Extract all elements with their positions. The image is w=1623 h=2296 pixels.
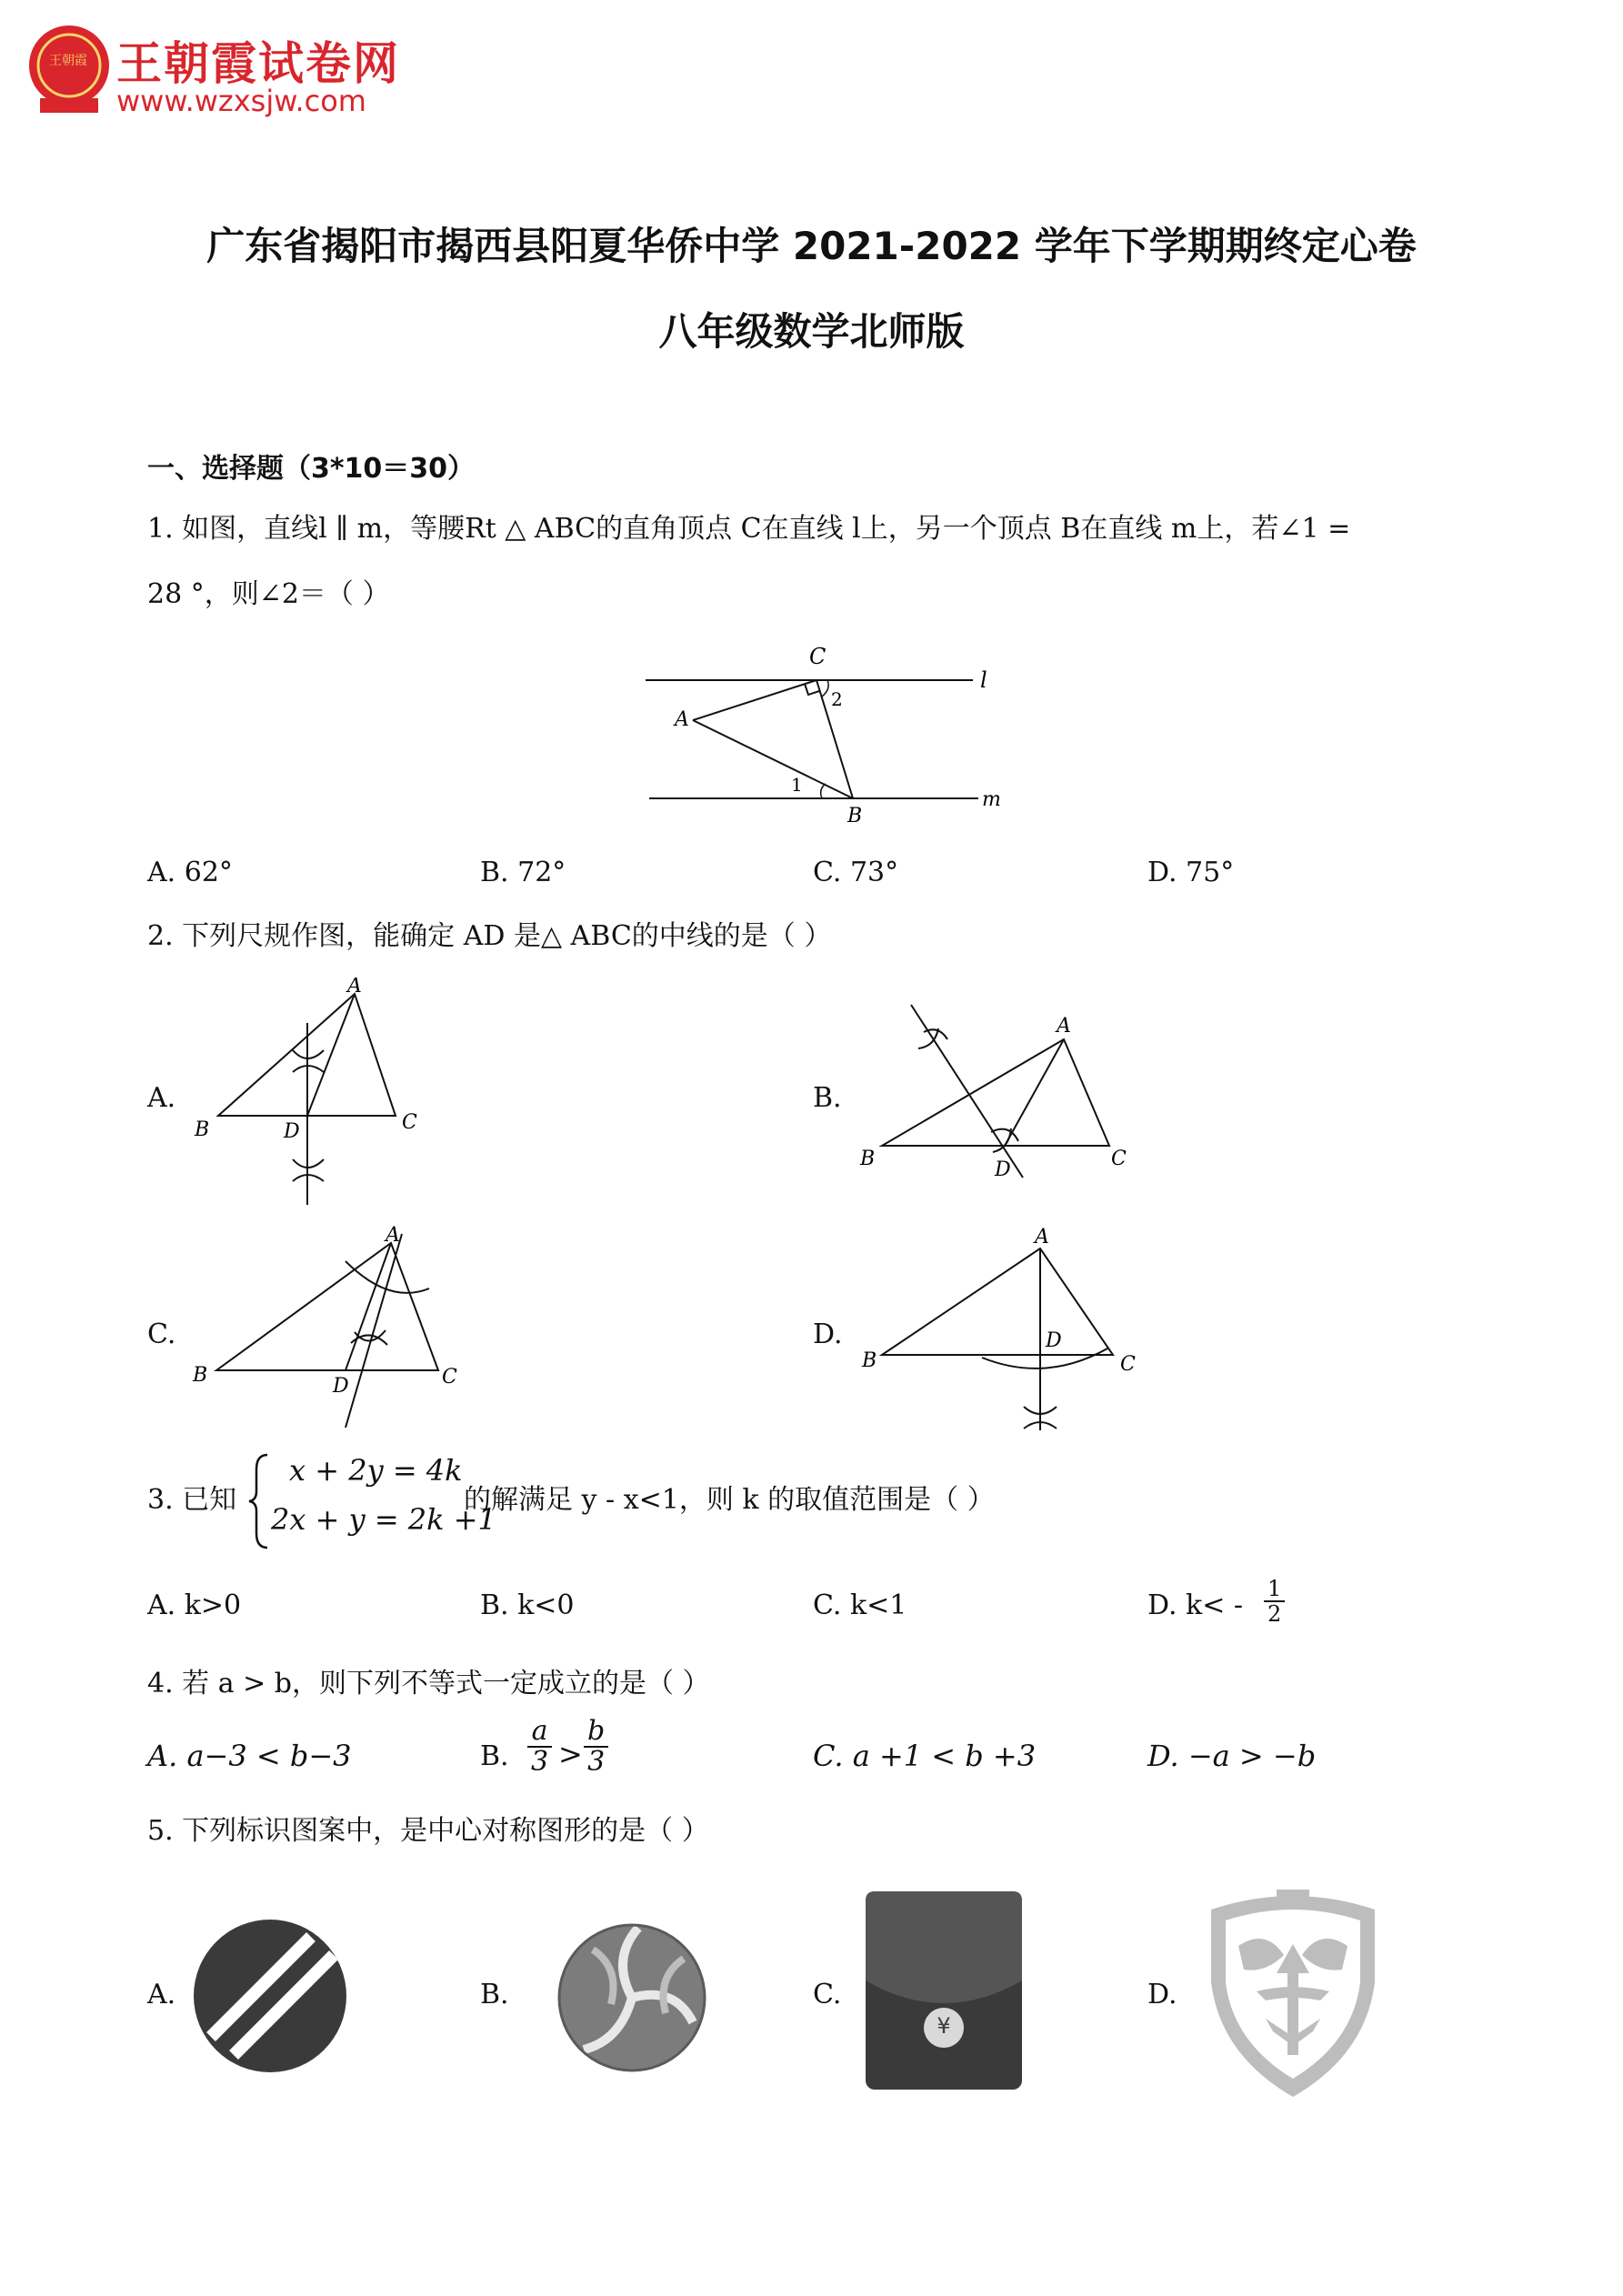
q4-option-a: A. a−3 < b−3 xyxy=(147,1739,352,1773)
q5-logo-a-icon xyxy=(193,1919,347,2073)
svg-text:D: D xyxy=(284,1120,300,1143)
q1-option-b: B. 72° xyxy=(480,857,566,888)
exam-title: 广东省揭阳市揭西县阳夏华侨中学 2021-2022 学年下学期期终定心卷 xyxy=(206,224,1417,268)
svg-text:C: C xyxy=(442,1366,457,1389)
q5-logo-d-icon xyxy=(1202,1882,1384,2100)
q3-prefix: 3. 已知 xyxy=(147,1484,237,1516)
q1-line1: 1. 如图，直线l ∥ m，等腰Rt △ ABC的直角顶点 C在直线 l上，另一个顶点 B在直线 m上，若∠1 = xyxy=(147,513,1351,545)
label-l: l xyxy=(980,667,987,693)
svg-text:B: B xyxy=(193,1364,208,1387)
q5-option-b-label: B. xyxy=(480,1979,509,2010)
q3-option-c: C. k<1 xyxy=(813,1589,907,1621)
q4-option-c: C. a +1 < b +3 xyxy=(813,1739,1037,1773)
svg-text:A: A xyxy=(347,978,362,998)
q1-option-a: A. 62° xyxy=(147,857,233,888)
segment-AB xyxy=(693,720,853,798)
q3-option-b: B. k<0 xyxy=(480,1589,575,1621)
svg-text:D: D xyxy=(333,1375,349,1398)
q2-figure-b xyxy=(855,996,1155,1196)
label-C: C xyxy=(809,644,827,669)
q3-brace xyxy=(247,1451,271,1551)
q1-option-d: D. 75° xyxy=(1147,857,1235,888)
q2-figure-a xyxy=(182,978,455,1214)
q5-option-d-label: D. xyxy=(1147,1979,1177,2010)
label-m: m xyxy=(982,788,1001,811)
q4-option-b-label: B. xyxy=(480,1740,509,1772)
q2-option-d-label: D. xyxy=(813,1318,843,1350)
section-heading: 一、选择题（3*10＝30） xyxy=(147,453,476,485)
q2-text: 2. 下列尺规作图，能确定 AD 是△ ABC的中线的是（ ） xyxy=(147,920,832,952)
svg-text:B: B xyxy=(862,1349,877,1372)
angle-1-arc xyxy=(821,784,826,798)
q3-option-d: D. k< - xyxy=(1147,1589,1244,1621)
q2-figure-c xyxy=(182,1223,482,1441)
q4-option-d: D. −a > −b xyxy=(1147,1739,1317,1773)
q5-option-a-label: A. xyxy=(147,1979,176,2010)
svg-text:C: C xyxy=(402,1111,417,1134)
q4-b-den-left: 3 xyxy=(531,1746,549,1778)
svg-text:A: A xyxy=(1035,1226,1049,1248)
q3-frac-den: 2 xyxy=(1267,1601,1282,1627)
q5-text: 5. 下列标识图案中，是中心对称图形的是（ ） xyxy=(147,1815,709,1847)
q3-suffix: 的解满足 y - x<1，则 k 的取值范围是（ ） xyxy=(464,1484,995,1516)
q1-figure xyxy=(636,637,1018,827)
exam-subtitle: 八年级数学北师版 xyxy=(658,309,965,354)
q3-option-a: A. k>0 xyxy=(147,1589,242,1621)
q4-option-b-right-fraction xyxy=(584,1717,608,1777)
svg-text:B: B xyxy=(860,1148,876,1170)
q3-frac-num: 1 xyxy=(1264,1577,1285,1602)
svg-text:D: D xyxy=(995,1158,1011,1181)
svg-text:C: C xyxy=(1111,1148,1127,1170)
q4-b-num-right: b xyxy=(584,1717,608,1748)
q4-option-b-left-fraction xyxy=(527,1717,552,1777)
q2-option-c-label: C. xyxy=(147,1318,176,1350)
q4-option-b-op: > xyxy=(558,1737,583,1771)
q4-b-num-left: a xyxy=(527,1717,552,1748)
logo-url: www.wzxsjw.com xyxy=(116,84,366,118)
label-ang1: 1 xyxy=(791,774,803,796)
q3-option-d-fraction xyxy=(1264,1577,1285,1626)
q5-option-c-label: C. xyxy=(813,1979,842,2010)
svg-text:C: C xyxy=(1120,1353,1136,1376)
q1-line2: 28 °，则∠2＝（ ） xyxy=(147,578,390,610)
logo-seal-text: 王朝霞 xyxy=(49,54,87,68)
q2-option-b-label: B. xyxy=(813,1082,842,1114)
q4-text: 4. 若 a > b，则下列不等式一定成立的是（ ） xyxy=(147,1668,710,1699)
q1-option-c: C. 73° xyxy=(813,857,899,888)
svg-text:A: A xyxy=(386,1224,400,1247)
q2-figure-d xyxy=(855,1223,1155,1441)
label-A: A xyxy=(675,708,689,731)
logo-text: 王朝霞试卷网 xyxy=(116,37,400,90)
right-angle-mark xyxy=(805,684,819,695)
q4-b-den-right: 3 xyxy=(587,1746,606,1778)
q3-eq1: x + 2y = 4k xyxy=(289,1453,463,1488)
q5-logo-c-icon xyxy=(864,1890,1024,2091)
q3-eq2: 2x + y = 2k +1 xyxy=(271,1502,496,1537)
label-ang2: 2 xyxy=(831,688,843,710)
svg-text:D: D xyxy=(1046,1329,1062,1352)
q2-option-a-label: A. xyxy=(147,1082,176,1114)
label-B: B xyxy=(847,805,863,827)
q5-logo-b-icon xyxy=(556,1922,707,2073)
yen-symbol: ¥ xyxy=(937,2013,951,2039)
svg-text:B: B xyxy=(195,1118,210,1141)
segment-CA xyxy=(693,680,817,720)
angle-2-arc xyxy=(822,680,828,697)
svg-text:A: A xyxy=(1057,1015,1071,1038)
